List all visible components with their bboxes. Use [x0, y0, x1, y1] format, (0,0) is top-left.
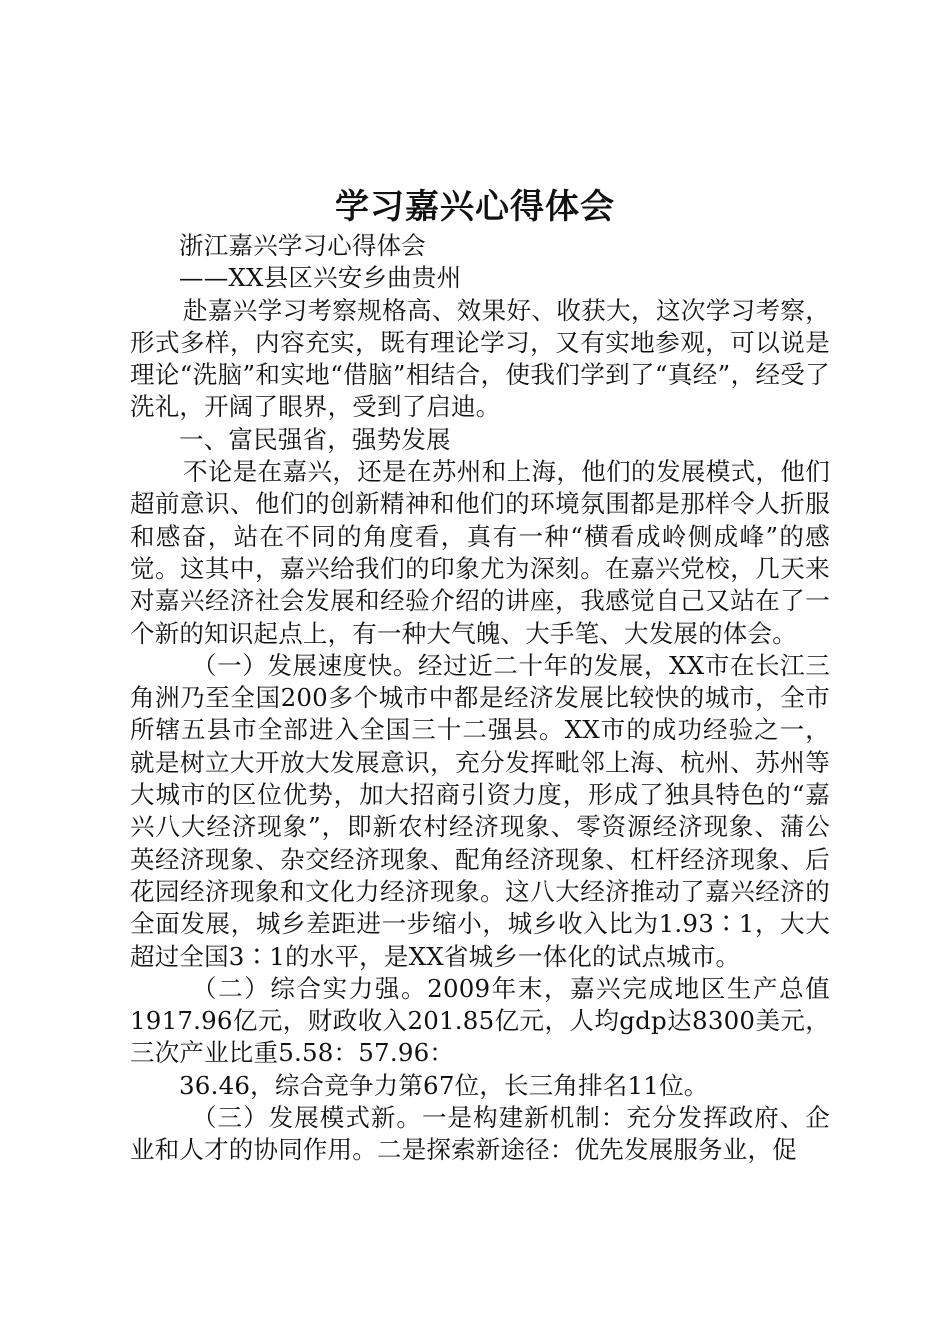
point-three-paragraph: （三）发展模式新。一是构建新机制：充分发挥政府、企业和人才的协同作用。二是探索新途径：优先发展服务业，促 [130, 1103, 830, 1165]
point-one-paragraph: （一）发展速度快。经过近二十年的发展，XX市在长江三角洲乃至全国200多个城市中都是经济发展比较快的城市，全市所辖五县市全部进入全国三十二强县。XX市的成功经验之一，就是树立大开放大发展意识，充分发挥毗邻上海、杭州、苏州等大城市的区位优势，加大招商引资力度，形成了独具特色的“嘉兴八大经济现象”，即新农村经济现象、零资源经济现象、蒲公英经济现象、杂交经济现象、配角经济现象、杠杆经济现象、后花园经济现象和文化力经济现象。这八大经济推动了嘉兴经济的全面发展，城乡差距进一步缩小，城乡收入比为1.93∶1，大大超过全国3∶1的水平，是XX省城乡一体化的试点城市。 [130, 650, 830, 971]
intro-paragraph: 赴嘉兴学习考察规格高、效果好、收获大，这次学习考察，形式多样，内容充实，既有理论学习，又有实地参观，可以说是理论“洗脑”和实地“借脑”相结合，使我们学到了“真经”，经受了洗礼，开阔了眼界，受到了启迪。 [130, 295, 830, 422]
section-paragraph: 不论是在嘉兴，还是在苏州和上海，他们的发展模式，他们超前意识、他们的创新精神和他们的环境氛围都是那样令人折服和感奋，站在不同的角度看，真有一种“横看成岭侧成峰”的感觉。这其中，嘉兴给我们的印象尤为深刻。在嘉兴党校，几天来对嘉兴经济社会发展和经验介绍的讲座，我感觉自己又站在了一个新的知识起点上，有一种大气魄、大手笔、大发展的体会。 [130, 457, 830, 648]
document-body [130, 230, 830, 1167]
section-heading: 一、富民强省，强势发展 [179, 424, 451, 454]
document-title: 学习嘉兴心得体会 [335, 187, 615, 227]
point-two-continued: 36.46，综合竞争力第67位，长三角排名11位。 [179, 1070, 709, 1100]
author-line: ——XX县区兴安乡曲贵州 [179, 263, 462, 293]
subtitle: 浙江嘉兴学习心得体会 [179, 231, 426, 260]
point-two-paragraph: （二）综合实力强。2009年末，嘉兴完成地区生产总值1917.96亿元，财政收入201.85亿元，人均gdp达8300美元，三次产业比重5.58：57.96： [130, 973, 830, 1068]
